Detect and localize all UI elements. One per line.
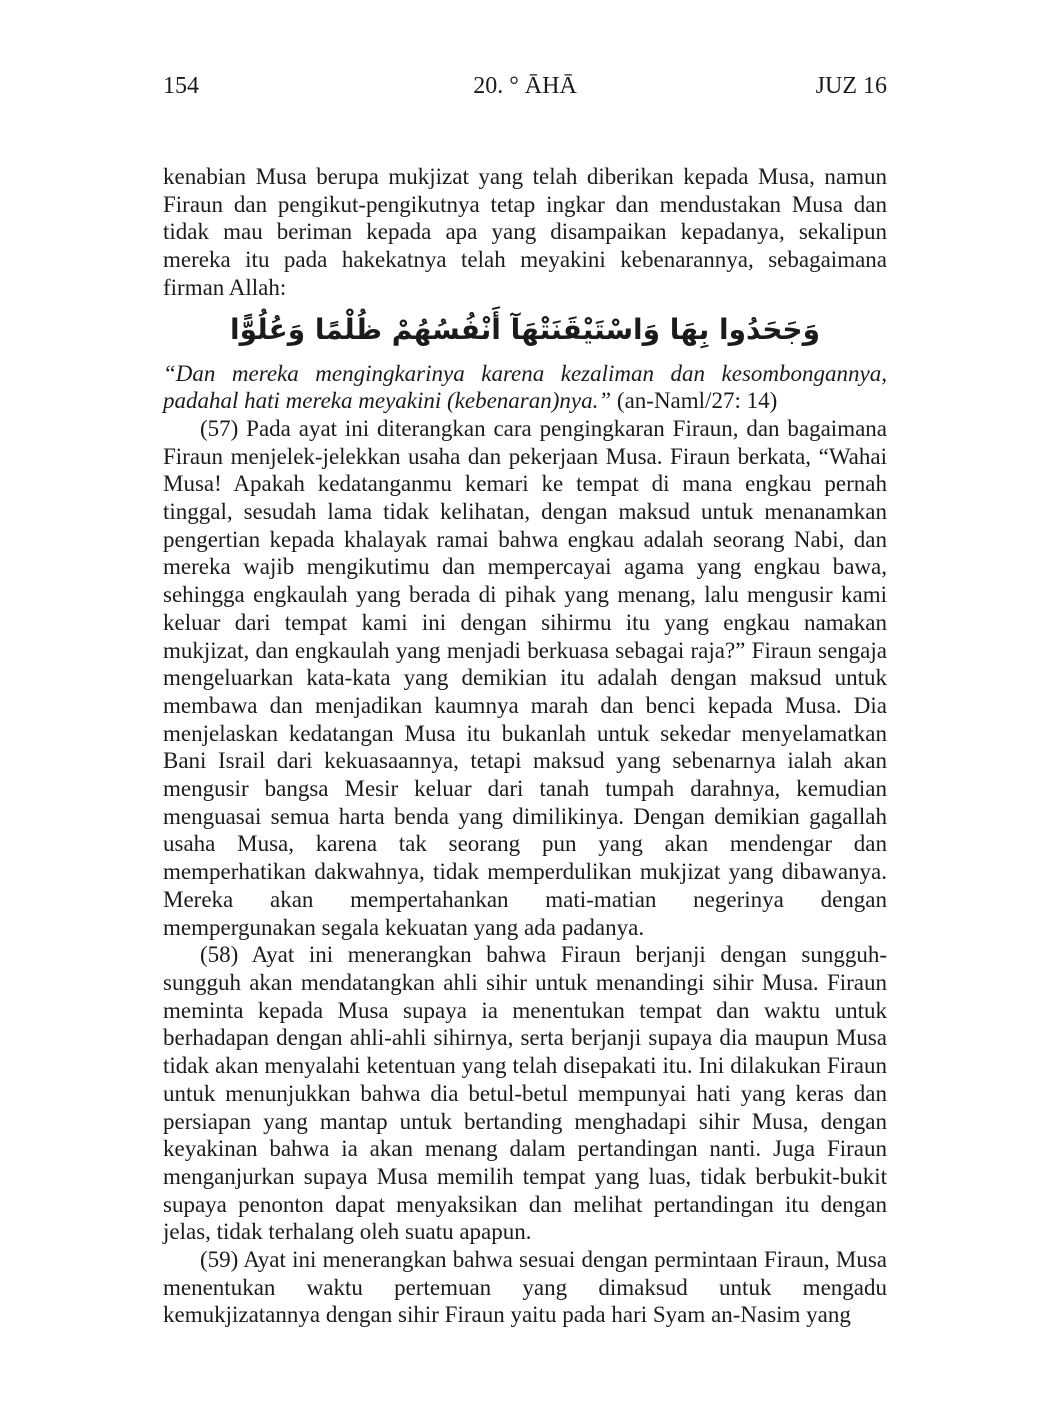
verse-translation-italic: “Dan mereka mengingkarinya karena kezaliman dan kesombongannya, padahal hati mereka meyakini (kebenaran)nya.” xyxy=(163,360,887,414)
page-body xyxy=(163,163,887,1329)
verse-translation xyxy=(163,360,887,415)
page-header xyxy=(163,73,887,99)
verse-reference: (an-Naml/27: 14) xyxy=(616,388,778,414)
page-number: 154 xyxy=(163,73,199,99)
juz-label: JUZ 16 xyxy=(815,73,887,99)
surah-title: 20. ° ĀHĀ xyxy=(473,73,577,99)
paragraph-57: (57) Pada ayat ini diterangkan cara pengingkaran Firaun, dan bagaimana Firaun menjelek-jelekkan usaha dan pekerjaan Musa. Firaun berkata, “Wahai Musa! Apakah kedatanganmu kemari ke tempat di mana engkau pernah tinggal, sesudah lama tidak kelihatan, dengan maksud untuk menanamkan pengertian kepada khalayak ramai bahwa engkau adalah seorang Nabi, dan mereka wajib mengikutimu dan mempercayai agama yang engkau bawa, sehingga engkaulah yang berada di pihak yang menang, lalu mengusir kami keluar dari tempat kami ini dengan sihirmu itu yang engkau namakan mukjizat, dan engkaulah yang menjadi berkuasa sebagai raja?” Firaun sengaja mengeluarkan kata-kata yang demikian itu adalah dengan maksud untuk membawa dan menjadikan kaumnya marah dan benci kepada Musa. Dia menjelaskan kedatangan Musa itu bukanlah untuk sekedar menyelamatkan Bani Israil dari kekuasaannya, tetapi maksud yang sebenarnya ialah akan mengusir bangsa Mesir keluar dari tanah tumpah darahnya, kemudian menguasai semua harta benda yang dimilikinya. Dengan demikian gagallah usaha Musa, karena tak seorang pun yang akan mendengar dan memperhatikan dakwahnya, tidak memperdulikan mukjizat yang dibawanya. Mereka akan mempertahankan mati-matian negerinya dengan mempergunakan segala kekuatan yang ada padanya. xyxy=(163,415,887,940)
paragraph-58: (58) Ayat ini menerangkan bahwa Firaun berjanji dengan sungguh-sungguh akan mendatangkan ahli sihir untuk menandingi sihir Musa. Firaun meminta kepada Musa supaya ia menentukan tempat dan waktu untuk berhadapan dengan ahli-ahli sihirnya, serta berjanji supaya dia maupun Musa tidak akan menyalahi ketentuan yang telah disepakati itu. Ini dilakukan Firaun untuk menunjukkan bahwa dia betul-betul mempunyai hati yang keras dan persiapan yang mantap untuk bertanding menghadapi sihir Musa, dengan keyakinan bahwa ia akan menang dalam pertandingan nanti. Juga Firaun menganjurkan supaya Musa memilih tempat yang luas, tidak berbukit-bukit supaya penonton dapat menyaksikan dan melihat pertandingan itu dengan jelas, tidak terhalang oleh suatu apapun. xyxy=(163,942,887,1245)
arabic-verse: وَجَحَدُوا بِهَا وَاسْتَيْقَنَتْهَآ أَنْفُسُهُمْ ظُلْمًا وَعُلُوًّا xyxy=(230,312,820,346)
paragraph-59: (59) Ayat ini menerangkan bahwa sesuai dengan permintaan Firaun, Musa menentukan waktu pertemuan yang dimaksud untuk mengadu kemukjizatannya dengan sihir Firaun yaitu pada hari Syam an-Nasim yang xyxy=(163,1247,887,1328)
paragraph-continuation: kenabian Musa berupa mukjizat yang telah diberikan kepada Musa, namun Firaun dan pengikut-pengikutnya tetap ingkar dan mendustakan Musa dan tidak mau beriman kepada apa yang disampaikan kepadanya, sekalipun mereka itu pada hakekatnya telah meyakini kebenarannya, sebagaimana firman Allah: xyxy=(163,164,887,300)
